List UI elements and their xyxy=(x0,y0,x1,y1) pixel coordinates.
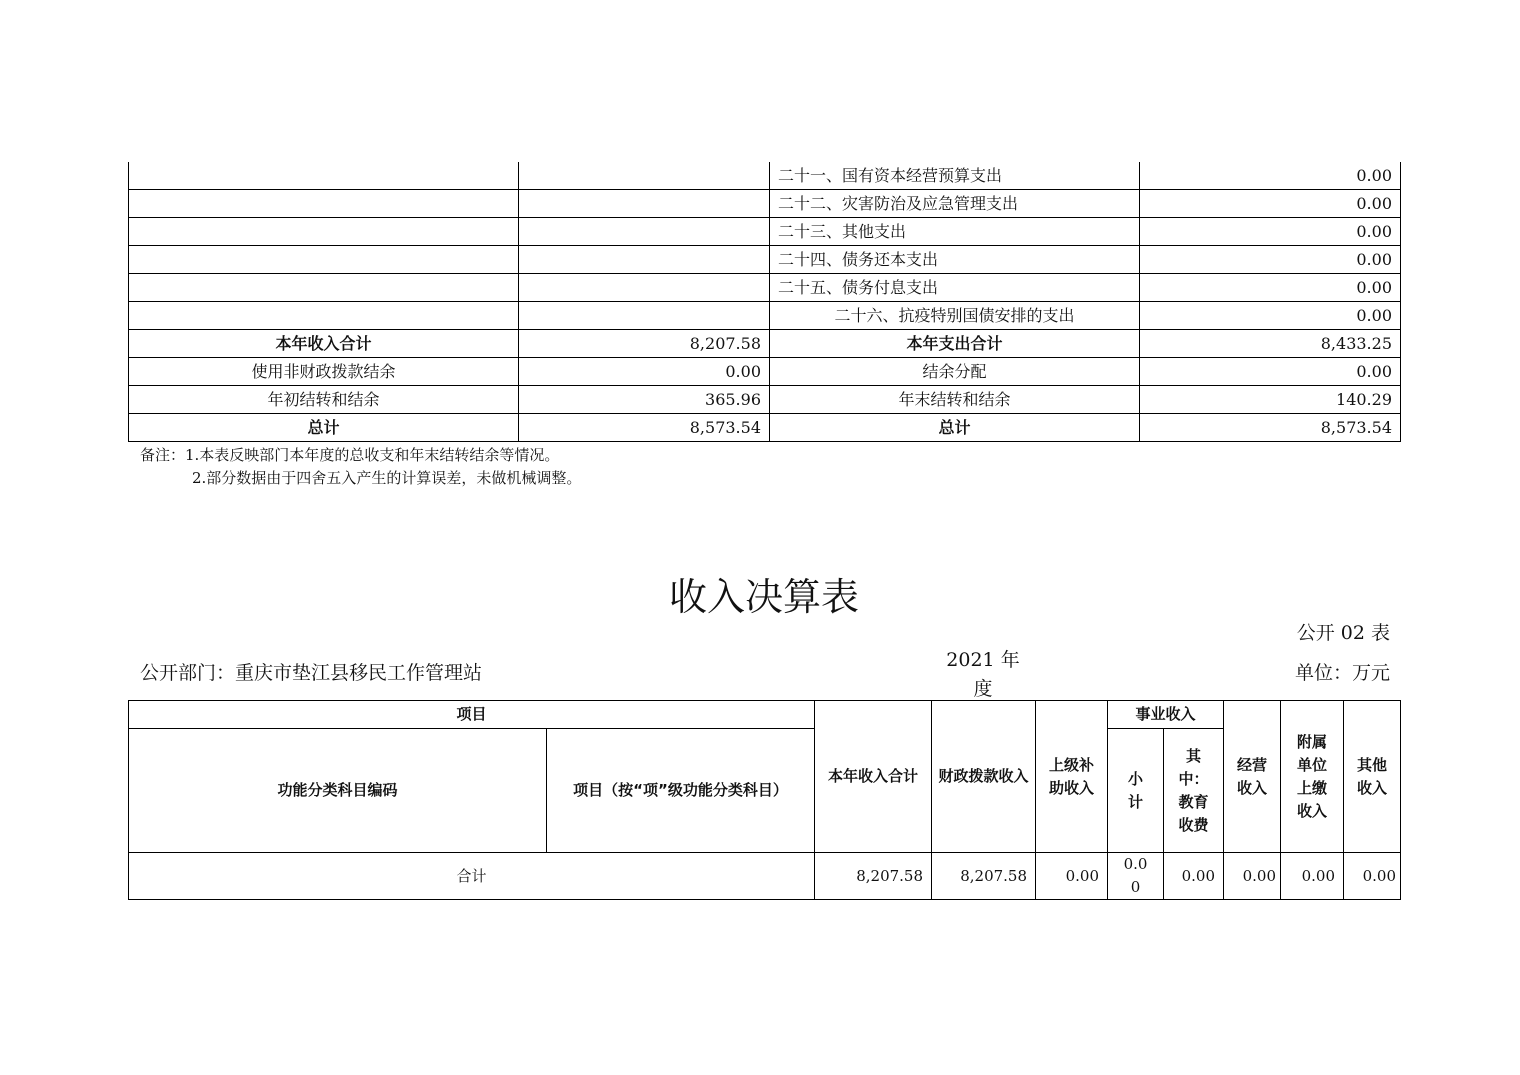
table-row xyxy=(129,190,1401,218)
header-code: 功能分类科目编码 xyxy=(129,729,547,853)
nonfiscal-label: 使用非财政拨款结余 xyxy=(129,358,519,386)
expense-value: 0.00 xyxy=(1140,246,1401,274)
expense-total-value: 8,433.25 xyxy=(1140,330,1401,358)
note-line-2: 2.部分数据由于四舍五入产生的计算误差，未做机械调整。 xyxy=(192,469,582,487)
department-label: 公开部门：重庆市垫江县移民工作管理站 xyxy=(140,662,483,684)
end-balance-value: 140.29 xyxy=(1140,386,1401,414)
income-total-row xyxy=(129,330,1401,358)
grand-total-left-label: 总计 xyxy=(129,414,519,442)
header-name: 项目（按“项”级功能分类科目） xyxy=(547,729,815,853)
table-row xyxy=(129,274,1401,302)
grand-total-right-value: 8,573.54 xyxy=(1140,414,1401,442)
expense-value: 0.00 xyxy=(1140,162,1401,190)
total-fiscal: 8,207.58 xyxy=(932,853,1036,900)
note-line-1: 备注：1.本表反映部门本年度的总收支和年末结转结余等情况。 xyxy=(140,446,560,464)
total-operating: 0.00 xyxy=(1224,853,1281,900)
total-other: 0.00 xyxy=(1344,853,1401,900)
surplus-dist-value: 0.00 xyxy=(1140,358,1401,386)
table-row xyxy=(129,218,1401,246)
notes xyxy=(140,444,581,490)
total-label: 合计 xyxy=(129,853,815,900)
page-title: 收入决算表 xyxy=(668,575,859,619)
year-line-2: 度 xyxy=(973,678,993,700)
table-row xyxy=(129,162,1401,190)
header-row xyxy=(129,701,1401,729)
grand-total-row xyxy=(129,414,1401,442)
header-item: 项目 xyxy=(129,701,815,729)
table-row xyxy=(129,358,1401,386)
expense-value: 0.00 xyxy=(1140,302,1401,330)
year-label xyxy=(940,646,1026,704)
expense-label: 二十二、灾害防治及应急管理支出 xyxy=(770,190,1140,218)
expense-total-label: 本年支出合计 xyxy=(770,330,1140,358)
nonfiscal-value: 0.00 xyxy=(519,358,770,386)
income-total-label: 本年收入合计 xyxy=(129,330,519,358)
header-affiliate: 附属单位上缴收入 xyxy=(1281,701,1344,853)
surplus-dist-label: 结余分配 xyxy=(770,358,1140,386)
year-line-1: 2021 年 xyxy=(946,649,1020,671)
income-total-value: 8,207.58 xyxy=(519,330,770,358)
header-edu: 其中：教育收费 xyxy=(1164,729,1224,853)
expense-label: 二十六、抗疫特别国债安排的支出 xyxy=(770,302,1140,330)
total-edu: 0.00 xyxy=(1164,853,1224,900)
header-total: 本年收入合计 xyxy=(815,701,932,853)
expense-value: 0.00 xyxy=(1140,274,1401,302)
grand-total-left-value: 8,573.54 xyxy=(519,414,770,442)
header-business: 事业收入 xyxy=(1108,701,1224,729)
expense-label: 二十四、债务还本支出 xyxy=(770,246,1140,274)
table-row xyxy=(129,246,1401,274)
expense-label: 二十三、其他支出 xyxy=(770,218,1140,246)
header-row xyxy=(129,729,1401,757)
header-subtotal: 小计 xyxy=(1108,729,1164,853)
total-income: 8,207.58 xyxy=(815,853,932,900)
total-superior: 0.00 xyxy=(1036,853,1108,900)
total-affiliate: 0.00 xyxy=(1281,853,1344,900)
income-expense-table xyxy=(128,162,1401,442)
total-subtotal: 0.00 xyxy=(1108,853,1164,900)
header-operating: 经营收入 xyxy=(1224,701,1281,853)
end-balance-label: 年末结转和结余 xyxy=(770,386,1140,414)
begin-balance-value: 365.96 xyxy=(519,386,770,414)
expense-value: 0.00 xyxy=(1140,218,1401,246)
expense-label: 二十五、债务付息支出 xyxy=(770,274,1140,302)
header-other: 其他收入 xyxy=(1344,701,1401,853)
expense-label: 二十一、国有资本经营预算支出 xyxy=(770,162,1140,190)
table-row xyxy=(129,386,1401,414)
begin-balance-label: 年初结转和结余 xyxy=(129,386,519,414)
total-row xyxy=(129,853,1401,900)
income-table xyxy=(128,700,1401,900)
expense-value: 0.00 xyxy=(1140,190,1401,218)
header-superior: 上级补助收入 xyxy=(1036,701,1108,853)
unit-label: 单位：万元 xyxy=(1294,662,1390,684)
table-tag: 公开 02 表 xyxy=(1296,622,1390,644)
header-fiscal: 财政拨款收入 xyxy=(932,701,1036,853)
grand-total-right-label: 总计 xyxy=(770,414,1140,442)
table-row xyxy=(129,302,1401,330)
